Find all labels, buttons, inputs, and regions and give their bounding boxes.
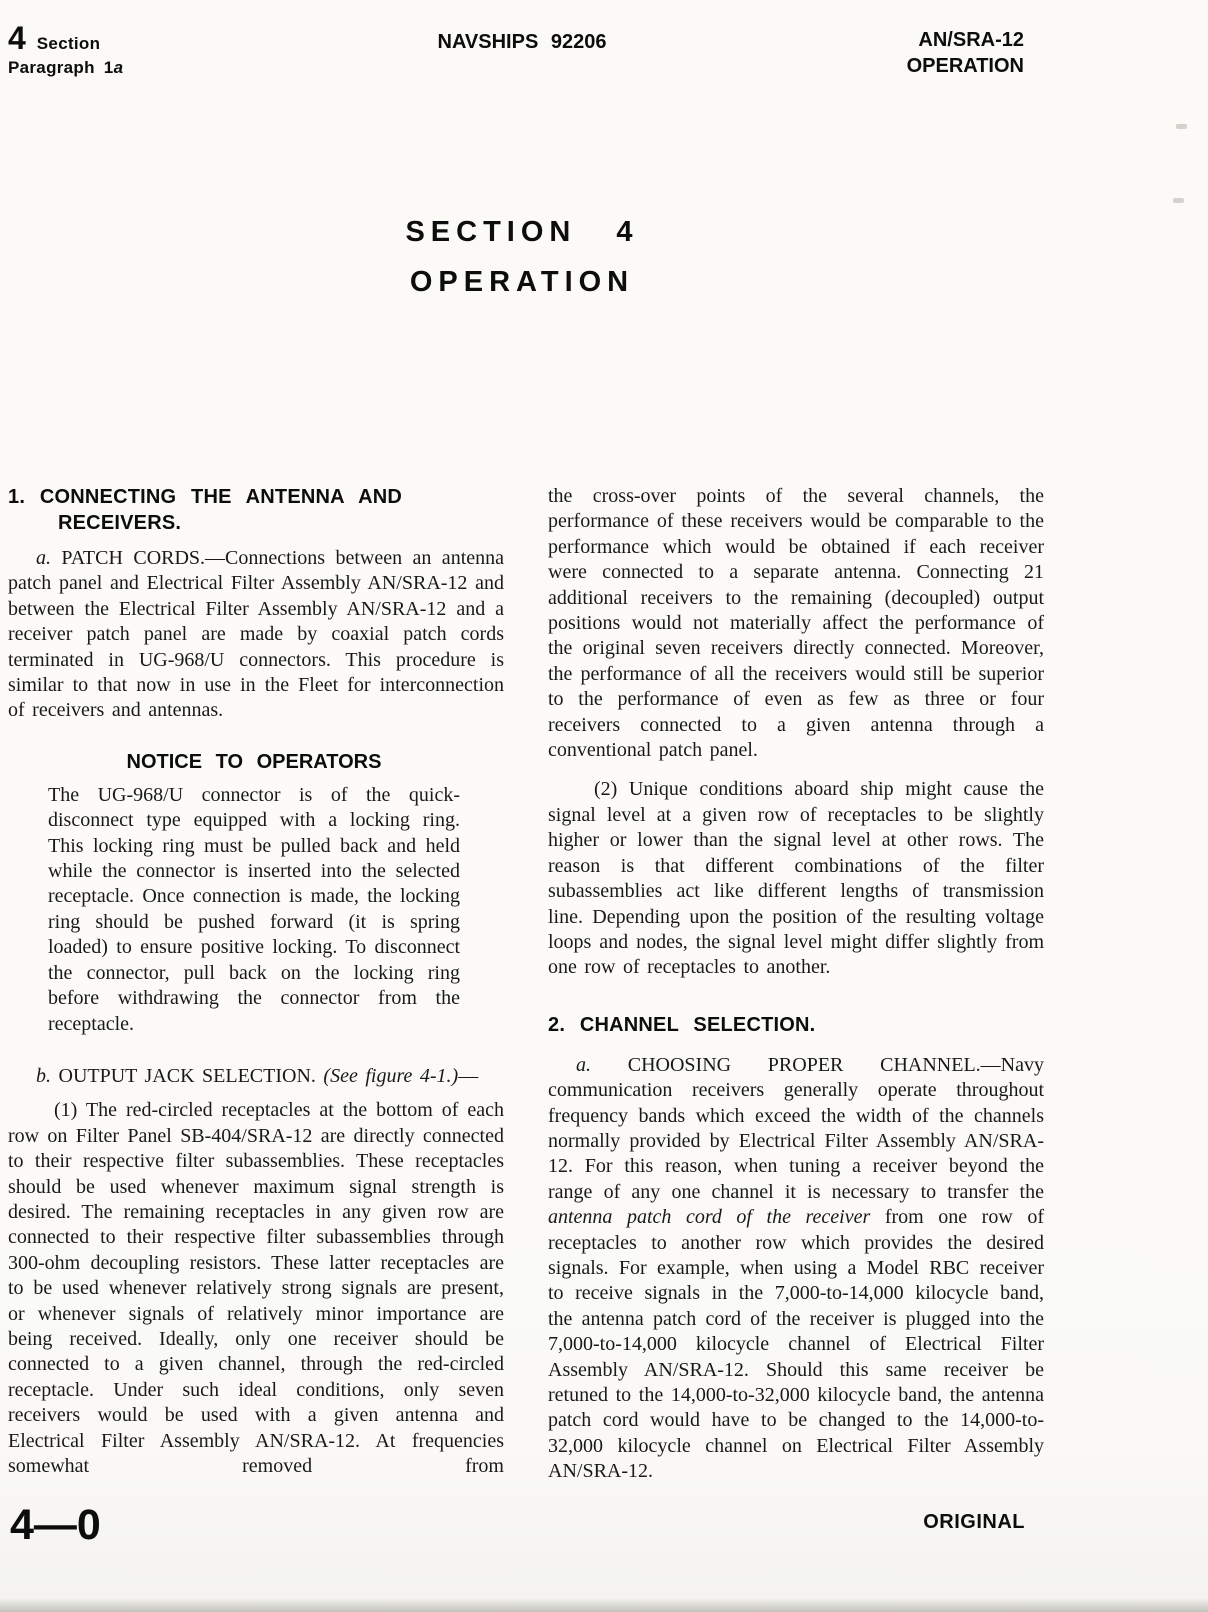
notice-block xyxy=(8,751,504,1037)
heading-connecting-antenna xyxy=(8,484,504,536)
left-column xyxy=(8,484,504,1485)
equipment-id: AN/SRA-12 xyxy=(918,29,1024,51)
section-number: 4 xyxy=(8,20,27,56)
doc-number: NAVSHIPS 92206 xyxy=(437,31,607,53)
para-patch-cords: a. PATCH CORDS.—Connections between an antenna patch panel and Electrical Filter Assembly AN/SRA-12 and between the Electrical Filter Assembly AN/SRA-12 and a receiver patch panel are made by coaxial patch cords terminated in UG-968/U connectors. This procedure is similar to that now in use in the Fleet for interconnection of receivers and antennas. xyxy=(8,547,504,722)
para-output-jack-selection: b. OUTPUT JACK SELECTION. (See figure 4-1.)— xyxy=(36,1064,479,1087)
right-column xyxy=(548,484,1044,1485)
heading-channel-selection: 2. CHANNEL SELECTION. xyxy=(548,1013,816,1036)
footer-page-number: 4—0 xyxy=(10,1501,101,1549)
two-column-body xyxy=(8,484,1044,1485)
section-title xyxy=(0,216,1044,299)
para-choosing-channel: a. CHOOSING PROPER CHANNEL.—Navy communication receivers generally operate throughout frequency bands which exceed the width of the channels normally provided by Electrical Filter Assembly AN/SRA-12. For this reason, when tuning a receiver beyond the range of any one channel it is necessary to transfer the antenna patch cord of the receiver from one row of receptacles to another row which provides the desired signals. For example, when using a Model RBC receiver to receive signals in the 7,000-to-14,000 kilocycle band, the antenna patch cord of the receiver is plugged into the 7,000-to-14,000 kilocycle channel of Electrical Filter Assembly AN/SRA-12. Should this same receiver be retuned to the 14,000-to-32,000 kilocycle band, the antenna patch cord would have to be changed to the 14,000-to-32,000 kilocycle channel on Electrical Filter Assembly AN/SRA-12. xyxy=(548,1053,1044,1483)
footer-original-label: ORIGINAL xyxy=(923,1511,1025,1533)
scan-speck xyxy=(1173,198,1184,203)
section-title-line1: SECTION 4 xyxy=(405,216,639,248)
paragraph-ref: Paragraph 1a xyxy=(8,58,124,77)
heading-line-1: 1. CONNECTING THE ANTENNA AND xyxy=(8,486,403,508)
scan-speck xyxy=(1176,124,1187,129)
section-label: Section xyxy=(36,34,101,53)
para-unique-conditions: (2) Unique conditions aboard ship might cause the signal level at a given row of receptacles to be slightly higher or lower than the signal level at other rows. The reason is that different combinations of the filter subassemblies act like different lengths of transmission line. Depending upon the position of the resulting voltage loops and nodes, the signal level might differ slightly from one row of receptacles to another. xyxy=(548,778,1044,979)
para-red-circled-receptacles: (1) The red-circled receptacles at the bottom of each row on Filter Panel SB-404/SRA-12 are directly connected to their respective filter subassemblies. These receptacles should be used whenever maximum signal strength is desired. The remaining receptacles in any given row are connected to their respective filter subassemblies through 300-ohm decoupling resistors. These latter receptacles are to be used whenever relatively strong signals are present, or whenever signals of relatively minor importance are being received. Ideally, only one receiver should be connected to a given channel, through the red-circled receptacle. Under such ideal conditions, only seven receivers would be used with a given antenna and Electrical Filter Assembly AN/SRA-12. At frequencies somewhat removed from xyxy=(8,1099,504,1477)
equipment-ref xyxy=(907,27,1024,79)
scan-edge-shadow xyxy=(0,1598,1208,1612)
para-crossover-continuation: the cross-over points of the several channels, the performance of these receivers would be comparable to the performance which would be obtained if each receiver were connected to a separate antenna. Connecting 21 additional receivers to the remaining (decoupled) output positions would not materially affect the performance of the original seven receivers directly connected. Moreover, the performance of all the receivers would still be superior to the performance of even as few as three or four receivers connected to a given antenna through a conventional patch panel. xyxy=(548,485,1044,762)
notice-body: The UG-968/U connector is of the quick-disconnect type equipped with a locking ring. This locking ring must be pulled back and held while the connector is inserted into the selected receptacle. Once connection is made, the locking ring should be pushed forward (it is spring loaded) to ensure positive locking. To disconnect the connector, pull back on the locking ring before withdrawing the connector from the receptacle. xyxy=(48,783,460,1035)
notice-heading: NOTICE TO OPERATORS xyxy=(126,750,382,773)
header-section-context: OPERATION xyxy=(906,55,1024,77)
section-title-line2: OPERATION xyxy=(409,266,635,298)
heading-line-2: RECEIVERS. xyxy=(58,512,182,534)
